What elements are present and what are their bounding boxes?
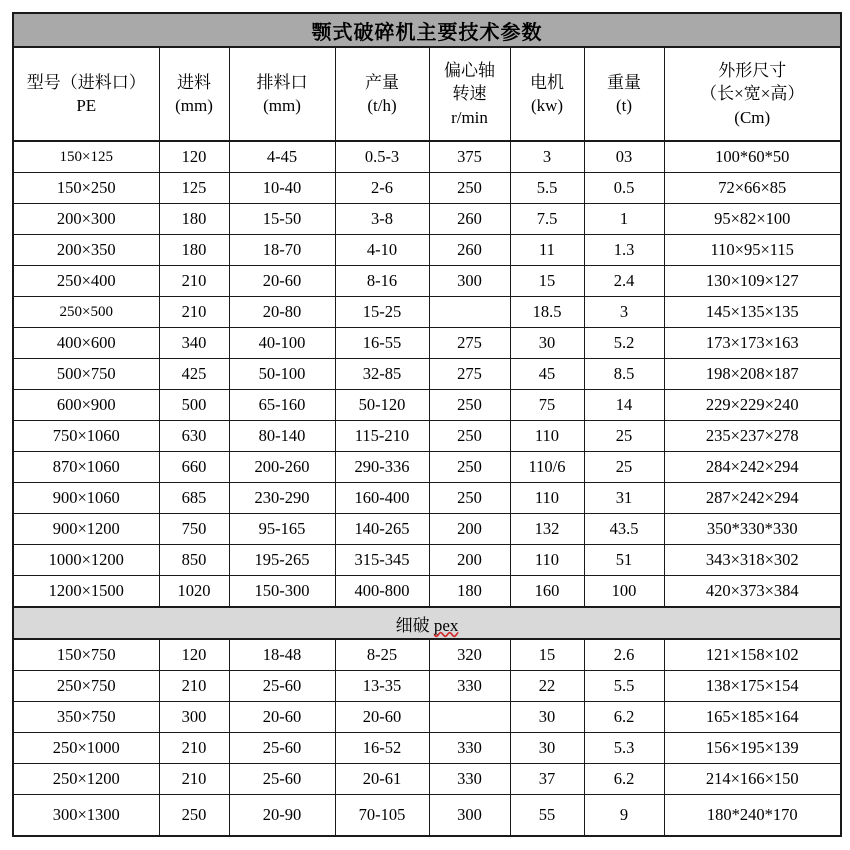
cell-discharge_opening: 18-70: [229, 235, 335, 266]
cell-feed_opening: 300: [159, 702, 229, 733]
cell-dimensions: 420×373×384: [664, 576, 841, 608]
column-header-weight: [584, 47, 664, 141]
cell-motor: 5.5: [510, 173, 584, 204]
cell-capacity: 32-85: [335, 359, 429, 390]
cell-feed_opening: 210: [159, 733, 229, 764]
cell-motor: 132: [510, 514, 584, 545]
column-header-model: [13, 47, 159, 141]
cell-feed_opening: 210: [159, 671, 229, 702]
cell-capacity: 8-16: [335, 266, 429, 297]
cell-motor: 30: [510, 702, 584, 733]
cell-capacity: 16-55: [335, 328, 429, 359]
cell-discharge_opening: 40-100: [229, 328, 335, 359]
cell-discharge_opening: 50-100: [229, 359, 335, 390]
cell-motor: 30: [510, 733, 584, 764]
table-row: [13, 204, 841, 235]
cell-feed_opening: 180: [159, 235, 229, 266]
cell-eccentric_shaft_speed: 300: [429, 266, 510, 297]
cell-discharge_opening: 4-45: [229, 141, 335, 173]
cell-dimensions: 138×175×154: [664, 671, 841, 702]
section-heading-misspelled-word: pex: [433, 615, 459, 635]
column-header-feed_opening: [159, 47, 229, 141]
column-header-line: 型号（进料口）: [26, 72, 146, 92]
cell-feed_opening: 120: [159, 141, 229, 173]
column-header-line: 排料口: [256, 72, 308, 92]
cell-feed_opening: 1020: [159, 576, 229, 608]
cell-dimensions: 145×135×135: [664, 297, 841, 328]
cell-feed_opening: 630: [159, 421, 229, 452]
column-header-line: PE: [76, 96, 97, 115]
cell-eccentric_shaft_speed: 330: [429, 671, 510, 702]
cell-motor: 110: [510, 545, 584, 576]
cell-capacity: 13-35: [335, 671, 429, 702]
cell-weight: 2.4: [584, 266, 664, 297]
cell-model: 1200×1500: [13, 576, 159, 608]
cell-model: 250×750: [13, 671, 159, 702]
cell-feed_opening: 125: [159, 173, 229, 204]
cell-model: 150×750: [13, 639, 159, 671]
cell-feed_opening: 850: [159, 545, 229, 576]
cell-motor: 30: [510, 328, 584, 359]
cell-capacity: 50-120: [335, 390, 429, 421]
cell-eccentric_shaft_speed: 330: [429, 764, 510, 795]
cell-eccentric_shaft_speed: 250: [429, 421, 510, 452]
cell-weight: 100: [584, 576, 664, 608]
cell-motor: 15: [510, 639, 584, 671]
cell-model: 250×500: [13, 297, 159, 328]
cell-eccentric_shaft_speed: 200: [429, 545, 510, 576]
cell-model: 900×1060: [13, 483, 159, 514]
cell-capacity: 4-10: [335, 235, 429, 266]
cell-weight: 25: [584, 421, 664, 452]
table-row: [13, 483, 841, 514]
cell-motor: 110: [510, 421, 584, 452]
cell-discharge_opening: 20-60: [229, 266, 335, 297]
cell-dimensions: 110×95×115: [664, 235, 841, 266]
cell-weight: 25: [584, 452, 664, 483]
table-title-row: [13, 13, 841, 47]
column-header-line: 产量: [365, 72, 399, 92]
cell-eccentric_shaft_speed: [429, 297, 510, 328]
section-heading-text: 细破: [395, 615, 434, 635]
cell-model: 200×350: [13, 235, 159, 266]
cell-dimensions: 214×166×150: [664, 764, 841, 795]
cell-eccentric_shaft_speed: 300: [429, 795, 510, 837]
cell-model: 400×600: [13, 328, 159, 359]
table-row: [13, 297, 841, 328]
cell-weight: 31: [584, 483, 664, 514]
cell-motor: 110: [510, 483, 584, 514]
cell-eccentric_shaft_speed: 375: [429, 141, 510, 173]
column-header-line: (mm): [263, 96, 301, 115]
cell-model: 250×1200: [13, 764, 159, 795]
cell-capacity: 115-210: [335, 421, 429, 452]
column-header-line: (kw): [530, 96, 564, 115]
column-header-line: 电机: [530, 72, 564, 92]
cell-eccentric_shaft_speed: 260: [429, 204, 510, 235]
column-header-line: 重量: [607, 72, 641, 92]
cell-discharge_opening: 230-290: [229, 483, 335, 514]
table-row: [13, 764, 841, 795]
table-row: [13, 671, 841, 702]
cell-discharge_opening: 25-60: [229, 764, 335, 795]
cell-weight: 14: [584, 390, 664, 421]
cell-discharge_opening: 200-260: [229, 452, 335, 483]
table-row: [13, 235, 841, 266]
table-row: [13, 359, 841, 390]
cell-weight: 2.6: [584, 639, 664, 671]
table-header-row: [13, 47, 841, 141]
cell-capacity: 8-25: [335, 639, 429, 671]
column-header-line: (Cm): [734, 107, 771, 127]
table-row: [13, 173, 841, 204]
cell-capacity: 3-8: [335, 204, 429, 235]
cell-model: 750×1060: [13, 421, 159, 452]
cell-motor: 18.5: [510, 297, 584, 328]
cell-discharge_opening: 25-60: [229, 671, 335, 702]
cell-weight: 43.5: [584, 514, 664, 545]
cell-weight: 51: [584, 545, 664, 576]
column-header-motor: [510, 47, 584, 141]
cell-eccentric_shaft_speed: 320: [429, 639, 510, 671]
cell-discharge_opening: 195-265: [229, 545, 335, 576]
cell-dimensions: 165×185×164: [664, 702, 841, 733]
cell-feed_opening: 180: [159, 204, 229, 235]
cell-weight: 5.2: [584, 328, 664, 359]
cell-weight: 9: [584, 795, 664, 837]
cell-weight: 6.2: [584, 702, 664, 733]
cell-discharge_opening: 10-40: [229, 173, 335, 204]
cell-model: 200×300: [13, 204, 159, 235]
cell-motor: 75: [510, 390, 584, 421]
cell-eccentric_shaft_speed: 250: [429, 483, 510, 514]
cell-capacity: 400-800: [335, 576, 429, 608]
cell-eccentric_shaft_speed: 200: [429, 514, 510, 545]
cell-motor: 45: [510, 359, 584, 390]
cell-weight: 3: [584, 297, 664, 328]
cell-motor: 15: [510, 266, 584, 297]
cell-weight: 0.5: [584, 173, 664, 204]
cell-weight: 8.5: [584, 359, 664, 390]
cell-feed_opening: 210: [159, 297, 229, 328]
cell-capacity: 20-61: [335, 764, 429, 795]
cell-model: 350×750: [13, 702, 159, 733]
cell-weight: 1.3: [584, 235, 664, 266]
cell-discharge_opening: 80-140: [229, 421, 335, 452]
cell-discharge_opening: 25-60: [229, 733, 335, 764]
cell-eccentric_shaft_speed: 180: [429, 576, 510, 608]
cell-motor: 55: [510, 795, 584, 837]
cell-motor: 7.5: [510, 204, 584, 235]
cell-motor: 3: [510, 141, 584, 173]
cell-capacity: 140-265: [335, 514, 429, 545]
cell-dimensions: 100*60*50: [664, 141, 841, 173]
column-header-line: 偏心轴: [444, 60, 495, 80]
cell-dimensions: 95×82×100: [664, 204, 841, 235]
cell-weight: 5.5: [584, 671, 664, 702]
column-header-eccentric_shaft_speed: [429, 47, 510, 141]
cell-dimensions: 72×66×85: [664, 173, 841, 204]
cell-discharge_opening: 18-48: [229, 639, 335, 671]
cell-dimensions: 173×173×163: [664, 328, 841, 359]
column-header-discharge_opening: [229, 47, 335, 141]
cell-capacity: 290-336: [335, 452, 429, 483]
cell-motor: 11: [510, 235, 584, 266]
column-header-capacity: [335, 47, 429, 141]
column-header-line: （长×宽×高）: [700, 84, 805, 104]
column-header-line: 转速: [452, 84, 487, 104]
cell-discharge_opening: 150-300: [229, 576, 335, 608]
cell-feed_opening: 660: [159, 452, 229, 483]
table-row: [13, 733, 841, 764]
cell-weight: 1: [584, 204, 664, 235]
cell-eccentric_shaft_speed: 275: [429, 359, 510, 390]
table-row: [13, 328, 841, 359]
cell-discharge_opening: 20-90: [229, 795, 335, 837]
table-row: [13, 266, 841, 297]
table-row: [13, 545, 841, 576]
column-header-line: (t/h): [367, 96, 397, 115]
table-row: [13, 514, 841, 545]
cell-model: 500×750: [13, 359, 159, 390]
cell-motor: 160: [510, 576, 584, 608]
cell-feed_opening: 250: [159, 795, 229, 837]
cell-capacity: 160-400: [335, 483, 429, 514]
cell-feed_opening: 120: [159, 639, 229, 671]
cell-capacity: 20-60: [335, 702, 429, 733]
cell-dimensions: 350*330*330: [664, 514, 841, 545]
column-header-line: 外形尺寸: [718, 60, 787, 80]
table-row: [13, 390, 841, 421]
cell-feed_opening: 340: [159, 328, 229, 359]
cell-dimensions: 198×208×187: [664, 359, 841, 390]
table-row: [13, 421, 841, 452]
cell-weight: 5.3: [584, 733, 664, 764]
cell-dimensions: 343×318×302: [664, 545, 841, 576]
column-header-dimensions: [664, 47, 841, 141]
cell-model: 1000×1200: [13, 545, 159, 576]
cell-model: 900×1200: [13, 514, 159, 545]
page-title: 颚式破碎机主要技术参数: [13, 13, 841, 47]
cell-capacity: 70-105: [335, 795, 429, 837]
cell-dimensions: 121×158×102: [664, 639, 841, 671]
cell-dimensions: 180*240*170: [664, 795, 841, 837]
table-row: [13, 795, 841, 837]
cell-dimensions: 287×242×294: [664, 483, 841, 514]
table-row: [13, 576, 841, 608]
cell-motor: 22: [510, 671, 584, 702]
cell-model: 150×250: [13, 173, 159, 204]
spec-table-container: [12, 12, 840, 837]
cell-capacity: 315-345: [335, 545, 429, 576]
cell-model: 300×1300: [13, 795, 159, 837]
cell-model: 870×1060: [13, 452, 159, 483]
cell-eccentric_shaft_speed: 250: [429, 173, 510, 204]
cell-feed_opening: 685: [159, 483, 229, 514]
cell-capacity: 15-25: [335, 297, 429, 328]
cell-feed_opening: 500: [159, 390, 229, 421]
cell-capacity: 0.5-3: [335, 141, 429, 173]
cell-motor: 37: [510, 764, 584, 795]
cell-capacity: 16-52: [335, 733, 429, 764]
cell-model: 150×125: [13, 141, 159, 173]
table-row: [13, 639, 841, 671]
cell-motor: 110/6: [510, 452, 584, 483]
jaw-crusher-spec-table: [12, 12, 842, 837]
table-row: [13, 141, 841, 173]
cell-model: 250×1000: [13, 733, 159, 764]
column-header-line: (mm): [175, 96, 213, 115]
table-row: [13, 702, 841, 733]
cell-discharge_opening: 95-165: [229, 514, 335, 545]
cell-dimensions: 235×237×278: [664, 421, 841, 452]
cell-capacity: 2-6: [335, 173, 429, 204]
cell-eccentric_shaft_speed: 250: [429, 452, 510, 483]
cell-eccentric_shaft_speed: 250: [429, 390, 510, 421]
table-row: [13, 452, 841, 483]
cell-model: 250×400: [13, 266, 159, 297]
cell-feed_opening: 210: [159, 266, 229, 297]
cell-feed_opening: 750: [159, 514, 229, 545]
cell-feed_opening: 210: [159, 764, 229, 795]
cell-model: 600×900: [13, 390, 159, 421]
cell-discharge_opening: 65-160: [229, 390, 335, 421]
cell-eccentric_shaft_speed: 330: [429, 733, 510, 764]
section-heading: [13, 607, 841, 639]
column-header-line: r/min: [451, 107, 488, 127]
column-header-line: 进料: [177, 72, 211, 92]
column-header-line: (t): [615, 96, 633, 115]
cell-eccentric_shaft_speed: [429, 702, 510, 733]
cell-dimensions: 130×109×127: [664, 266, 841, 297]
cell-weight: 6.2: [584, 764, 664, 795]
cell-dimensions: 284×242×294: [664, 452, 841, 483]
cell-discharge_opening: 20-60: [229, 702, 335, 733]
cell-eccentric_shaft_speed: 260: [429, 235, 510, 266]
cell-dimensions: 156×195×139: [664, 733, 841, 764]
cell-weight: 03: [584, 141, 664, 173]
cell-feed_opening: 425: [159, 359, 229, 390]
cell-discharge_opening: 20-80: [229, 297, 335, 328]
section-heading-row: [13, 607, 841, 639]
cell-discharge_opening: 15-50: [229, 204, 335, 235]
cell-eccentric_shaft_speed: 275: [429, 328, 510, 359]
cell-dimensions: 229×229×240: [664, 390, 841, 421]
